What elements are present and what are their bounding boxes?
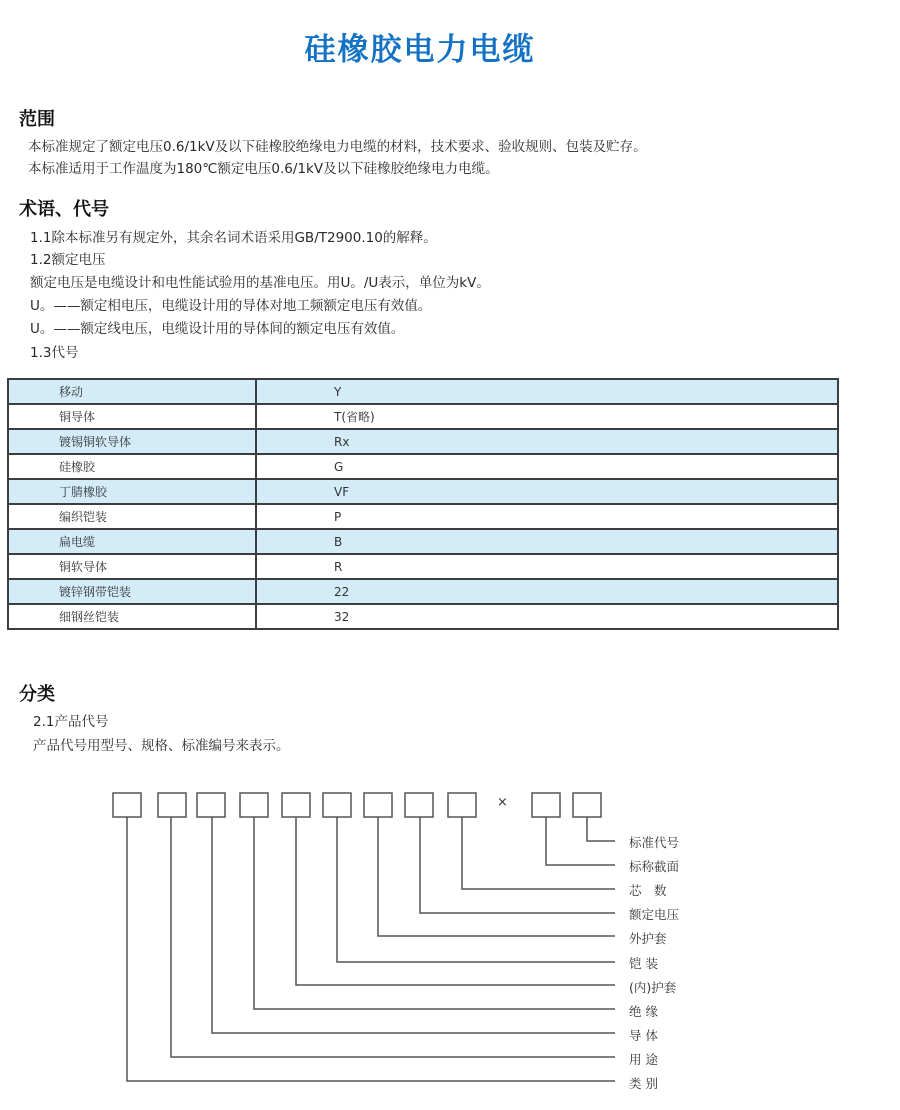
cell-name: 移动 <box>8 379 256 404</box>
code-box-4 <box>240 793 268 817</box>
table-row <box>8 454 838 479</box>
code-box-3 <box>197 793 225 817</box>
cell-name: 扁电缆 <box>8 529 256 554</box>
table-row <box>8 479 838 504</box>
cell-code: 32 <box>256 604 838 629</box>
codes-table <box>7 378 839 630</box>
cell-code: T(省略) <box>256 404 838 429</box>
label-outer-sheath: 外护套 <box>629 931 667 946</box>
cell-code: P <box>256 504 838 529</box>
label-rated-voltage: 额定电压 <box>629 907 680 922</box>
code-box-6 <box>323 793 351 817</box>
connector-standard-code <box>587 817 615 841</box>
table-row <box>8 379 838 404</box>
cell-name: 硅橡胶 <box>8 454 256 479</box>
label-armour: 铠 装 <box>629 956 658 971</box>
connector-usage <box>171 817 615 1057</box>
table-row <box>8 579 838 604</box>
scope-line-2: 本标准适用于工作温度为180℃额定电压0.6/1kV及以下硅橡胶绝缘电力电缆。 <box>28 161 499 177</box>
cell-code: B <box>256 529 838 554</box>
connector-category <box>127 817 615 1081</box>
label-usage: 用 途 <box>629 1052 658 1067</box>
cell-code: Y <box>256 379 838 404</box>
classification-line-1: 2.1产品代号 <box>33 714 109 730</box>
label-standard-code: 标准代号 <box>629 835 680 850</box>
label-conductor: 导 体 <box>629 1028 658 1043</box>
terms-line-4: U。——额定相电压，电缆设计用的导体对地工频额定电压有效值。 <box>30 298 432 314</box>
connector-outer-sheath <box>378 817 615 936</box>
terms-line-5: U。——额定线电压，电缆设计用的导体间的额定电压有效值。 <box>30 321 405 337</box>
label-insulation: 绝 缘 <box>629 1004 658 1019</box>
table-row <box>8 504 838 529</box>
terms-line-2: 1.2额定电压 <box>30 252 106 268</box>
terms-line-1: 1.1除本标准另有规定外，其余名词术语采用GB/T2900.10的解释。 <box>30 230 437 246</box>
code-box-7 <box>364 793 392 817</box>
scope-line-1: 本标准规定了额定电压0.6/1kV及以下硅橡胶绝缘电力电缆的材料，技术要求、验收规则、包装及贮存。 <box>28 139 647 155</box>
cell-code: VF <box>256 479 838 504</box>
label-cores: 芯 数 <box>629 883 667 898</box>
section-heading-terms: 术语、代号 <box>19 199 109 220</box>
section-heading-scope: 范围 <box>19 109 55 130</box>
cell-name: 铜软导体 <box>8 554 256 579</box>
code-box-2 <box>158 793 186 817</box>
product-code-diagram <box>0 780 900 1100</box>
cell-name: 镀锌钢带铠装 <box>8 579 256 604</box>
connector-cores <box>462 817 615 889</box>
section-heading-classification: 分类 <box>19 684 55 705</box>
code-box-1 <box>113 793 141 817</box>
connector-inner-sheath <box>296 817 615 985</box>
table-row <box>8 404 838 429</box>
connector-conductor <box>212 817 615 1033</box>
code-box-5 <box>282 793 310 817</box>
cell-code: G <box>256 454 838 479</box>
table-row <box>8 429 838 454</box>
cell-name: 丁腈橡胶 <box>8 479 256 504</box>
cell-code: Rx <box>256 429 838 454</box>
code-box-8 <box>405 793 433 817</box>
classification-line-2: 产品代号用型号、规格、标准编号来表示。 <box>33 738 290 754</box>
cell-code: 22 <box>256 579 838 604</box>
cell-name: 镀锡铜软导体 <box>8 429 256 454</box>
table-row <box>8 529 838 554</box>
terms-line-3: 额定电压是电缆设计和电性能试验用的基准电压。用U。/U表示，单位为kV。 <box>30 275 490 291</box>
table-row <box>8 554 838 579</box>
cell-code: R <box>256 554 838 579</box>
page-title: 硅橡胶电力电缆 <box>304 32 536 68</box>
cell-name: 编织铠装 <box>8 504 256 529</box>
table-row <box>8 604 838 629</box>
cell-name: 细钢丝铠装 <box>8 604 256 629</box>
terms-line-6: 1.3代号 <box>30 345 79 361</box>
label-nominal-section: 标称截面 <box>629 859 680 874</box>
multiply-sign: × <box>497 795 508 810</box>
label-inner-sheath: (内)护套 <box>629 980 677 995</box>
code-box-10 <box>532 793 560 817</box>
label-category: 类 别 <box>629 1076 658 1091</box>
code-box-9 <box>448 793 476 817</box>
cell-name: 铜导体 <box>8 404 256 429</box>
code-box-11 <box>573 793 601 817</box>
